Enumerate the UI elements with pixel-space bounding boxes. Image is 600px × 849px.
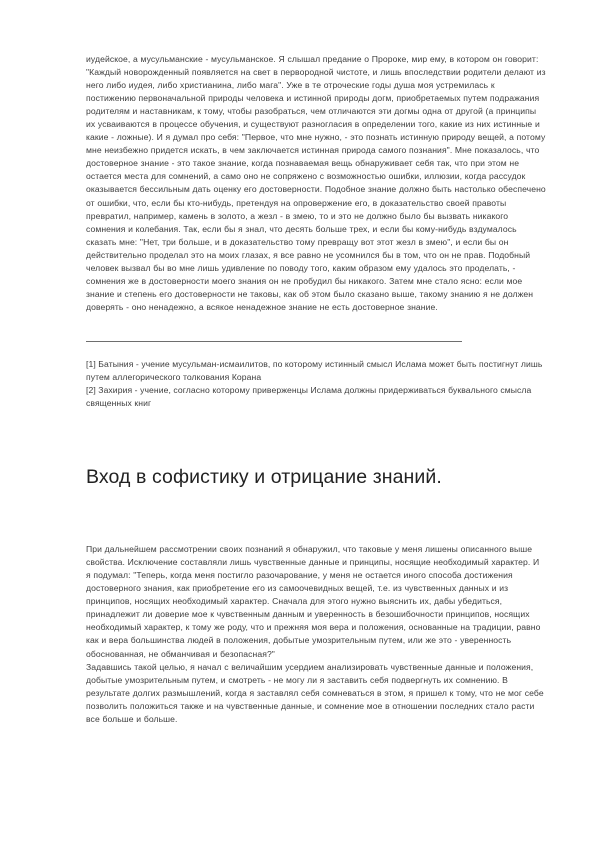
lower-content-block bbox=[86, 489, 546, 726]
footnote-item-1: [1] Батыния - учение мусульман-исмаилитов, по которому истинный смысл Ислама может быть постигнут лишь путем аллегорического толкования Корана bbox=[86, 358, 543, 382]
intro-paragraph: иудейское, а мусульманские - мусульманское. Я слышал предание о Пророке, мир ему, в котором он говорит: "Каждый новорожденный появляется на свет в первородной чистоте, и лишь впоследствии родители делают из него либо иудея, либо христианина, либо мага". Уже в те отроческие годы душа моя устремилась к постижению первоначальной природы человека и истинной природы догм, приобретаемых путем подражания родителям и наставникам, к тому, чтобы разобраться, чем отличаются эти догмы одна от другой (а принципы их усваиваются в процессе обучения, и существуют разногласия в определении того, какие из них истинные и какие - ложные). И я думал про себя: "Первое, что мне нужно, - это познать истинную природу вещей, а потому мне неизбежно придется искать, в чем заключается истинная природа самого познания". Мне показалось, что достоверное знание - это такое знание, когда познаваемая вещь обнаруживает себя так, что при этом не остается места для сомнений, а само оно не сопряжено с возможностью ошибки, иллюзии, когда рассудок оказывается бессильным дать оценку его достоверности. Подобное знание должно быть настолько обеспечено от ошибки, что, если бы кто-нибудь, претендуя на опровержение его, в доказательство своей правоты превратил, например, камень в золото, а жезл - в змею, то и это не должно было бы вызвать никакого сомнения и колебания. Так, если бы я знал, что десять больше трех, и если бы кому-нибудь вздумалось сказать мне: "Нет, три больше, и в доказательство тому превращу вот этот жезл в змею", и если бы он действительно проделал это на моих глазах, я все равно не усомнился бы в том, что он не прав. Подобный человек вызвал бы во мне лишь удивление по поводу того, каким образом ему удалось это проделать, - сомнения же в достоверности моего знания он не пробудил бы никакого. Затем мне стало ясно: если мое знание и степень его достоверности не таковы, как об этом было сказано выше, такому знанию я не должен доверять - оно ненадежно, а всякое ненадежное знание не есть достоверное знание. bbox=[86, 54, 546, 312]
footnotes-list bbox=[86, 358, 546, 410]
section-heading: Вход в софистику и отрицание знаний. bbox=[86, 466, 442, 489]
footnote-item-2: [2] Захирия - учение, согласно которому приверженцы Ислама должны придерживаться буквального смысла священных книг bbox=[86, 385, 532, 409]
footnote-divider bbox=[86, 341, 462, 342]
footnote-divider-wrap bbox=[86, 341, 546, 342]
lower-paragraph-1: При дальнейшем рассмотрении своих познаний я обнаружил, что таковые у меня лишены описанного выше свойства. Исключение составляли лишь чувственные данные и принципы, носящие необходимый характер. И я подумал: "Теперь, когда меня постигло разочарование, у меня не остается иного способа достижения достоверного знания, как приобретение его из самоочевидных вещей, т.е. из чувственных данных и из принципов, носящих необходимый характер. Сначала для этого нужно выяснить их, дабы убедиться, принадлежит ли доверие мое к чувственным данным и уверенность в безошибочности принципов, носящих необходимый характер, к тому же роду, что и прежняя моя вера и положения, основанные на традиции, равно как и вера большинства людей в положения, добытые умозрительным путем, или же это - уверенность обоснованная, не обманчивая и безопасная?" bbox=[86, 544, 541, 659]
lower-paragraph-2: Задавшись такой целью, я начал с величайшим усердием анализировать чувственные данные и положения, добытые умозрительным путем, и смотреть - не могу ли я заставить себя подвергнуть их сомнению. В результате долгих размышлений, когда я заставлял себя сомневаться в этом, я пришел к тому, что не мог себе позволить положиться также и на чувственные данные, и сомнение мое в отношении последних стало расти все больше и больше. bbox=[86, 661, 544, 724]
